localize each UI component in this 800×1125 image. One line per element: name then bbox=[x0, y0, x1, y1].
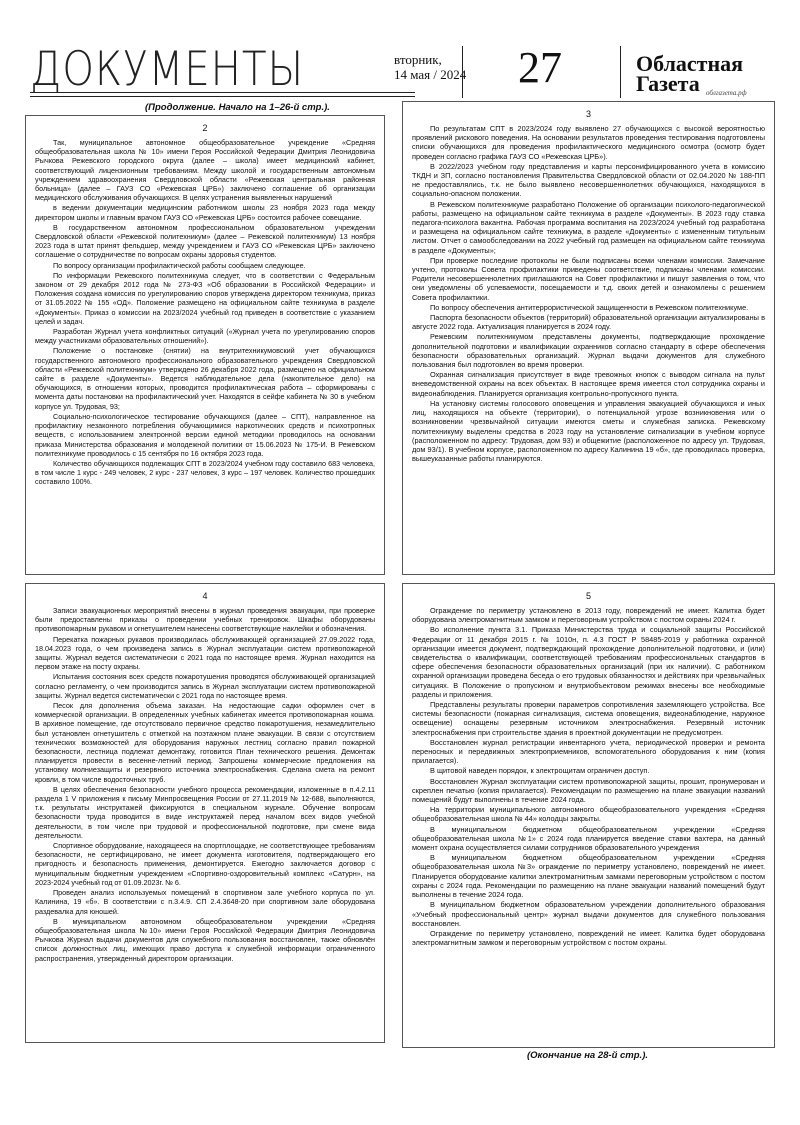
masthead-divider bbox=[462, 46, 463, 98]
paragraph: На территории муниципального автономного общеобразовательного учреждения «Средняя общеобразовательная школа № 44» колодцы закрыты. bbox=[412, 805, 765, 824]
paragraph: По вопросу организации профилактической работы сообщаем следующее. bbox=[53, 260, 306, 270]
paragraph: Восстановлен журнал регистрации инвентарного учета, периодической проверки и ремонта переносных и передвижных электроприемников, вспомогательного оборудования к ним (копия прилагается). bbox=[412, 737, 765, 766]
page-number: 27 bbox=[518, 43, 562, 92]
paragraph: Ограждение по периметру установлено в 2013 году, повреждений не имеет. Калитка будет оборудована электромагнитным замком и переговорным устройством с постом охраны 2024 г. bbox=[412, 606, 765, 625]
document-page-2 bbox=[25, 115, 385, 575]
paragraph: В муниципальном бюджетном общеобразовательном учреждении «Средняя общеобразовательная школа №3» ограждение по периметру установлено, повреждений не имеет. Планируется оборудование калитки электромагнитным замками переговорным устройством с постом охраны с 2024 года. Рекомендации по размещению на плане эвакуации названий помещений будут выполнены в течение 2024 года. bbox=[412, 853, 765, 900]
paragraph: в ведении документации медицинским работником школы 23 ноября 2023 года между директором школы и главным врачом ГАУЗ СО «Режевская ЦРБ» состоится рабочее совещание. bbox=[35, 203, 375, 222]
paragraph: По информации Режевского политехникума следует, что в соответствии с Федеральным законом от 29 декабря 2012 года № 273-ФЗ «Об образовании в Российской Федерации» и Положения создана комиссия по урегулированию споров утверждена директором техникума, приказ от 31.05.2022 № 155 «ОД». Положение размещено на официальном сайте техникума в разделе «Документы». Приказ о комиссии на 2023/2024 учебный год приведен в соответствие с указанием целей и задач. bbox=[35, 270, 375, 326]
paragraph: В 2022/2023 учебном году представления и карты персонифицированного учета в комиссию ТКДН и ЗП, согласно постановления Правительства Свердловской области от 02.04.2020 № 188-ПП не предоставлялись, т.к. не было выявлено несовершеннолетних обучающихся, находящихся в социально-опасном положении. bbox=[412, 161, 765, 199]
paragraph: Количество обучающихся подлежащих СПТ в 2023/2024 учебном году составило 683 человека, в том числе 1 курс - 249 человек, 2 курс - 237 человек, 3 курс – 197 человек. Количество прошедших составило 100%. bbox=[35, 458, 375, 487]
paragraph: Во исполнение пункта 3.1. Приказа Министерства труда и социальной защиты Российской Федерации от 11 декабря 2015 г. № 1010н, п. 4.3 ГОСТ Р 58485-2019 у работника охранной организации имеется документ, подтверждающий прохождение дополнительной подготовки, и (или) свидетельства о квалификации, соответствующей требованиям профессиональных стандартов в сфере обеспечения безопасности образовательных организаций (при их наличии). С работником охранной организации проведена беседа о его трудовых обязанностях и действиях при чрезвычайных ситуациях. В Положение о пропускном и внутриобъектовом режимах внесены все необходимые разделы и приложения. bbox=[412, 625, 765, 699]
paragraph: По результатам СПТ в 2023/2024 году выявлено 27 обучающихся с высокой вероятностью проявлений рискового поведения. На основании результатов проведения тестирования подготовлены списки обучающихся для проведения профилактического медицинского осмотра (осмотр будет проведен согласно графика ГАУЗ СО «Режевская ЦРБ»). bbox=[412, 124, 765, 161]
paragraph: Социально-психологическое тестирование обучающихся (далее – СПТ), направленное на профилактику незаконного потребления обучающимися наркотических средств и психотропных веществ, с использованием электронной версии единой методики проводилось на основании приказа Министерства образования и молодежной политики от 15.06.2023 № 175-И. В Режевском политехникуме проводилось с 15 сентября по 16 октября 2023 года. bbox=[35, 411, 375, 458]
paragraph: Перекатка пожарных рукавов производилась обслуживающей организацией 27.09.2022 года, 18.04.2023 года, о чем произведена запись в Журнал эксплуатации систем противопожарной защиты. Журнал ведется систематически с 2021 года по настоящее время. Журнал находится на первом этаже на посту охраны. bbox=[35, 634, 375, 672]
paragraph: Спортивное оборудование, находящееся на спортплощадке, не соответствующее требованиям безопасности, не сертифицировано, не имеет документа изготовителя, подтверждающего его пригодность и безопасность применения, демонтируется. Ежегодно заключается договор с муниципальным бюджетным учреждением «Спортивно-оздоровительный комплекс «Сатурн», на 2023-2024 учебный год от 01.09.2023г. № 6. bbox=[35, 841, 375, 887]
paragraph: В государственном автономном профессиональном образовательном учреждении Свердловской области «Режевской политехникум» (далее – Режевской политехникум) 13 ноября 2023 года в штат принят фельдшер, между учреждением и ГАУЗ СО «Режевская ЦРБ» заключено соглашение о сотрудничестве по вопросам охраны здоровья студентов. bbox=[35, 222, 375, 260]
document-page-number: 2 bbox=[202, 123, 208, 133]
paragraph: Положение о постановке (снятии) на внутритехникумовский учет обучающихся государственного автономного профессионального образовательного учреждения Свердловской области «Режевской политехникум» утверждено 26 декабря 2022 года, размещено на официальном сайте в разделе «Документы». Ведется наблюдательное дела (накопительное дело) на обучающихся, в отношении которых, проводится профилактическая работа – сформированы с момента даты постановки на профилактический учет. Находятся в сейфе кабинета № 30 в учебном корпусе ул. Трудовая, 93; bbox=[35, 346, 375, 411]
document-page-4 bbox=[25, 583, 385, 1043]
paragraph: По вопросу обеспечения антитеррористической защищенности в Режевском политехникуме. bbox=[430, 302, 749, 312]
masthead-rule-double bbox=[30, 96, 415, 97]
paragraph: При проверке последние протоколы не были подписаны всеми членами комиссии. Замечание учтено, протоколы Совета профилактики приведены соответствие, подписаны членами комиссии. Родители несовершеннолетних приглашаются на Совет профилактики и пишут заявления о том, что они уведомлены об успеваемости, посещаемости и т.д. своих детей и ознакомлены с решением Совета профилактики. bbox=[412, 255, 765, 302]
paragraph: В муниципальном бюджетном образовательном учреждении дополнительного образования «Учебный профессиональный центр» журнал выдачи документов для служебного пользования восстановлен. bbox=[412, 900, 765, 928]
document-page-number: 5 bbox=[585, 591, 591, 601]
paragraph: Охранная сигнализация присутствует в виде тревожных кнопок с выводом сигнала на пульт вневедомственной охраны на всех объектах. В настоящее время имеется стол сотрудника охраны и видеонаблюдения. Планируется организация контрольно-пропускного пункта. bbox=[412, 370, 765, 398]
paragraph: Паспорта безопасности объектов (территорий) образовательной организации актуализированы в августе 2022 года. Актуализация планируется в 2024 году. bbox=[412, 313, 765, 332]
newspaper-logo bbox=[636, 51, 744, 96]
section-title: ДОКУМЕНТЫ bbox=[30, 42, 304, 97]
paragraph: Разработан Журнал учета конфликтных ситуаций («Журнал учета по урегулированию споров между участниками образовательных отношений»). bbox=[35, 327, 375, 346]
paragraph: Режевским политехникумом представлены документы, подтверждающие прохождение дополнительной подготовки и квалификации охранников согласно стандарту в сфере обеспечения безопасности образовательных организаций. Журнал выдачи документов для служебного пользования был подготовлен во время проверки. bbox=[412, 332, 765, 370]
date: 14 мая / 2024 bbox=[394, 67, 467, 82]
masthead bbox=[30, 40, 778, 100]
paragraph: Записи эвакуационных мероприятий внесены в журнал проведения эвакуации, при проверке были предоставлены приказы о проведении учебных тренировок. Шкафы оборудованы противопожарным рукавом и огнетушителем нанесены соответствующие наклейки и обозначения. bbox=[35, 606, 375, 634]
continuation-note: (Окончание на 28-й стр.). bbox=[527, 1050, 649, 1061]
paragraph: В Режевском политехникуме разработано Положение об организации психолого-педагогической работы, размещено на официальном сайте техникума в разделе «Документы». В 2023 году ставка педагога-психолога вакантна. Рабочая программа воспитания на 2023/2024 учебный год разработана и размещена на официальном сайте техникума, в разделе «Документы» с измененным титульным листом. Отчет о самообследовании на 2022 учебный год размещен на официальном сайте техникума в разделе «Документы»; bbox=[412, 199, 765, 255]
paragraph: Ограждение по периметру установлено, повреждений не имеет. Калитка будет оборудована электромагнитным замком и переговорным устройством с постом охраны. bbox=[412, 928, 765, 948]
document-page-number: 4 bbox=[202, 591, 208, 601]
document-page-3 bbox=[402, 101, 775, 575]
brand-url: облгазета.рф bbox=[706, 89, 747, 97]
weekday: вторник, bbox=[394, 52, 442, 67]
paragraph: Восстановлен Журнал эксплуатации систем противопожарной защиты, прошит, пронумерован и скреплен печатью (копия прилагается). Рекомендации по размещению на плане эвакуации названий помещений будут выполнены в течение 2024 года. bbox=[412, 776, 765, 805]
paragraph: В целях обеспечения безопасности учебного процесса рекомендации, изложенные в п.4.2.11 раздела 1 V приложения к письму Минпросвещения России от 27.11.2019 № 12-688, выполняются, т.к. результаты инструктажей фиксируются в специальном журнале. Обучение вопросам безопасности труда проводится в виде инструктажей перед началом всех видов учебной деятельности, в том числе при трудовой и профессиональной подготовке, при смене вида деятельности. bbox=[35, 784, 375, 840]
document-page-number: 3 bbox=[585, 109, 591, 119]
continuation-note: (Продолжение. Начало на 1–26-й стр.). bbox=[145, 102, 330, 113]
paragraph: В муниципальном бюджетном общеобразовательном учреждении «Средняя общеобразовательная школа №1» с 2024 года планируется введение ставки вахтера, на данный момент охрана осуществляется силами сотрудников образовательного учреждения bbox=[412, 824, 765, 853]
issue-date bbox=[394, 52, 466, 82]
paragraph: В муниципальном автономном общеобразовательном учреждении «Средняя общеобразовательная школа №10» имени Героя Российской Федерации Дмитрия Леонидовича Рычкова Журнал выдачи документов для служебного пользования восстановлен, также обновлён список должностных лиц, имеющих право доступа к служебной информации ограниченного распространения, утвержденный директором организации. bbox=[35, 916, 375, 963]
paragraph: Так, муниципальное автономное общеобразовательное учреждение «Средняя общеобразовательная школа № 10» имени Героя Российской Федерации Дмитрия Леонидовича Рычкова Режевского городского округа (далее – школа) имеет медицинский кабинет, соответствующий лицензионным требованиям. Между школой и государственным автономным учреждением здравоохранения Свердловской области «Режевская центральная районная больница» (далее – ГАУЗ СО «Режевская ЦРБ») заключено соглашение об организации медицинского обслуживания обучающихся. В целях устранения выявленных нарушений bbox=[35, 138, 375, 203]
paragraph: В щитовой наведен порядок, к электрощитам ограничен доступ. bbox=[430, 766, 650, 776]
masthead-rule bbox=[30, 92, 415, 93]
paragraph: Проведен анализ используемых помещений в спортивном зале учебного корпуса по ул. Калинина, 19 «б». В соответствии с п.3.4.9. СП 2.4.3648-20 при спортивном зале оборудована раздевалка для юношей. bbox=[35, 888, 375, 916]
paragraph: Представлены результаты проверки параметров сопротивления заземляющего устройства. Все системы безопасности (пожарная сигнализация, система оповещения, видеонаблюдение, наружное освещение) оснащены резервным источником электроснабжения. Резервный источник электроснабжения при строительстве здания в проектной документации не предусмотрен. bbox=[412, 700, 765, 737]
paragraph: Песок для дополнения объема заказан. На недостающие садки оформлен счет в коммерческой организации. В определенных учебных кабинетах имеется противопожарная кошма. В архивное помещение, где отсутствовало первичное средство пожаротушения, незамедлительно был установлен огнетушитель с отметкой на поэтажном плане эвакуации. В связи с отсутствием технических возможностей для оборудования наружных лестниц согласно правил пожарной безопасности, лестница подлежат демонтажу, готовится План технического решения. Демонтаж планируется провести в весенне-летний период. Запрошены коммерческие предложения на установку молниезащиты и резервного источника электроснабжения. Сделана смета на ремонт кровли, в том числе водосточных труб. bbox=[35, 701, 375, 784]
document-page-5 bbox=[402, 583, 775, 1048]
masthead-divider bbox=[620, 46, 621, 98]
paragraph: На установку системы голосового оповещения и управления эвакуацией обучающихся и иных лиц, находящихся на объекте (территории), о потенциальной угрозе возникновения или о возникновении чрезвычайной ситуации имеются сметы и служебная записка. Режевскому политехникуму выделены средства в 2023 году на установление сигнализации в учебном корпусе (расположенном по адресу: Трудовая, дом 93) и общежитие (расположенное по адресу ул. Трудовая, дом 93/1). В учебном корпусе, расположенном по адресу Калинина 19 «б», где проводилась проверка, вышеуказанные работы планируются. bbox=[412, 398, 765, 464]
brand-line-2: Газета bbox=[636, 71, 700, 96]
paragraph: Испытания состояния всех средств пожаротушения проводятся обслуживающей организацией согласно регламенту, о чем производится запись в Журнал эксплуатации систем противопожарной защиты. Журнал ведется систематически с 2021 года по настоящее время. bbox=[35, 672, 375, 700]
brand-line-1: Областная bbox=[636, 51, 744, 76]
